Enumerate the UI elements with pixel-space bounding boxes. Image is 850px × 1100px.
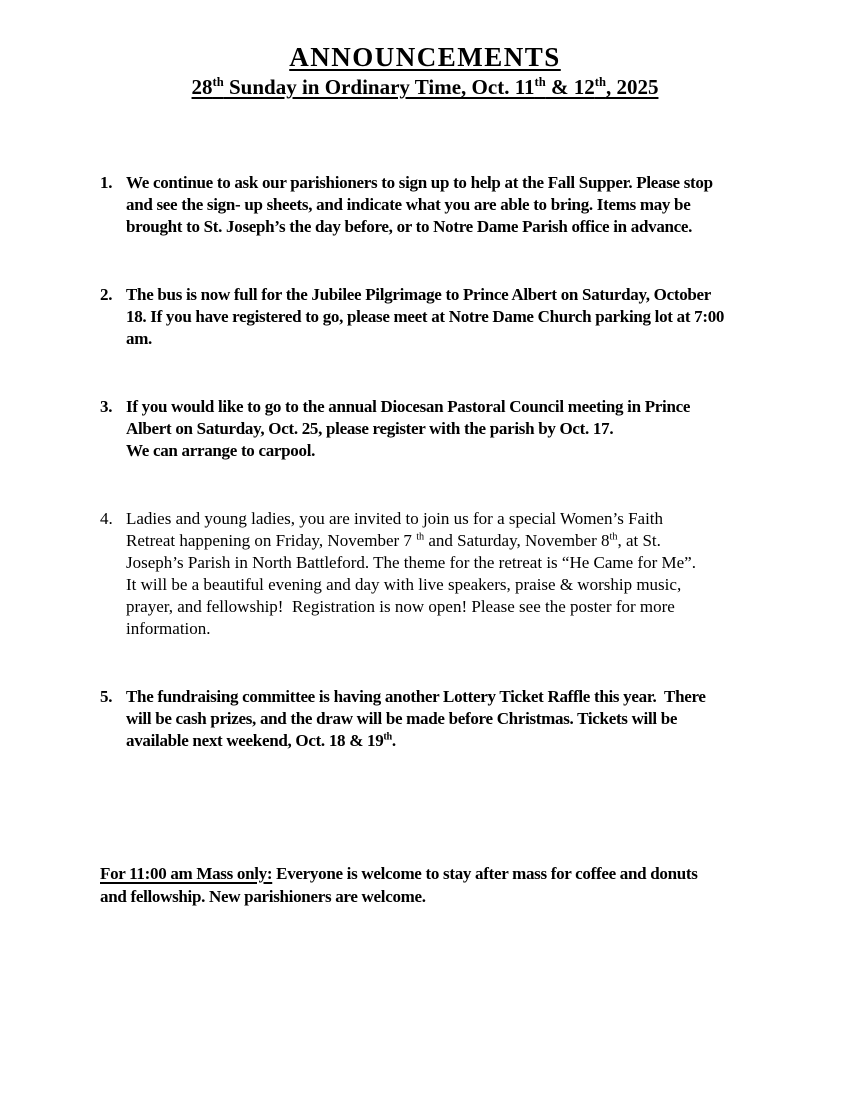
announcement-item-3 xyxy=(100,396,830,462)
item-text xyxy=(126,396,690,462)
item-number: 4. xyxy=(100,509,113,528)
text-segment: We can arrange to carpool. xyxy=(126,441,316,460)
document-header xyxy=(0,42,850,100)
announcement-item-5 xyxy=(100,686,830,752)
footer-note xyxy=(100,862,800,908)
superscript-text: th xyxy=(594,75,606,89)
text-segment: , at St. xyxy=(617,531,661,550)
text-segment: and Saturday, November 8 xyxy=(424,531,610,550)
text-segment: , 2025 xyxy=(605,75,659,99)
text-segment: available next weekend, Oct. 18 & 19 xyxy=(126,731,384,750)
text-segment: Albert on Saturday, Oct. 25, please register with the parish by Oct. 17. xyxy=(126,419,614,438)
item-number: 2. xyxy=(100,285,113,304)
page-title: ANNOUNCEMENTS xyxy=(289,42,561,72)
text-segment: 18. If you have registered to go, please meet at Notre Dame Church parking lot at 7:00 xyxy=(126,307,725,326)
announcement-item-1 xyxy=(100,172,830,238)
text-segment: We continue to ask our parishioners to sign up to help at the Fall Supper. Please stop xyxy=(126,173,713,192)
page-subtitle-row xyxy=(0,74,850,100)
text-segment: If you would like to go to the annual Diocesan Pastoral Council meeting in Prince xyxy=(126,397,691,416)
page-subtitle xyxy=(192,75,659,99)
text-segment: 28 xyxy=(191,75,213,99)
text-segment: will be cash prizes, and the draw will be made before Christmas. Tickets will be xyxy=(126,709,678,728)
text-segment: & 12 xyxy=(545,75,595,99)
text-segment: Ladies and young ladies, you are invited to join us for a special Women’s Faith xyxy=(126,509,664,528)
superscript-text: th xyxy=(416,531,425,543)
announcement-item-2 xyxy=(100,284,830,350)
item-number: 5. xyxy=(100,687,113,706)
announcements-list xyxy=(100,172,830,752)
superscript-text: th xyxy=(534,75,546,89)
text-segment: information. xyxy=(126,619,211,638)
superscript-text: th xyxy=(212,75,224,89)
item-number: 3. xyxy=(100,397,113,416)
item-text xyxy=(126,508,696,640)
item-number: 1. xyxy=(100,173,113,192)
text-segment: The bus is now full for the Jubilee Pilgrimage to Prince Albert on Saturday, October xyxy=(126,285,712,304)
announcement-item-4 xyxy=(100,508,830,640)
text-segment: The fundraising committee is having another Lottery Ticket Raffle this year. There xyxy=(126,687,706,706)
text-segment: It will be a beautiful evening and day with live speakers, praise & worship music, xyxy=(126,575,682,594)
text-segment: Joseph’s Parish in North Battleford. The theme for the retreat is “He Came for Me”. xyxy=(126,553,696,572)
text-segment: Sunday in Ordinary Time, Oct. 11 xyxy=(223,75,535,99)
text-segment: am. xyxy=(126,329,153,348)
superscript-text: th xyxy=(383,731,392,743)
item-text xyxy=(126,686,706,752)
text-segment: For 11:00 am Mass only: xyxy=(100,864,273,883)
text-segment: brought to St. Joseph’s the day before, or to Notre Dame Parish office in advance. xyxy=(126,217,693,236)
text-segment: and see the sign- up sheets, and indicate what you are able to bring. Items may be xyxy=(126,195,691,214)
superscript-text: th xyxy=(609,531,618,543)
text-segment: Retreat happening on Friday, November 7 xyxy=(126,531,417,550)
text-segment: Everyone is welcome to stay after mass for coffee and donuts xyxy=(272,864,698,883)
text-segment: prayer, and fellowship! Registration is now open! Please see the poster for more xyxy=(126,597,675,616)
item-text xyxy=(126,284,724,350)
text-segment: and fellowship. New parishioners are welcome. xyxy=(100,887,426,906)
page-title-row xyxy=(0,42,850,73)
document-body xyxy=(0,172,850,908)
text-segment: . xyxy=(391,731,396,750)
item-text xyxy=(126,172,713,238)
